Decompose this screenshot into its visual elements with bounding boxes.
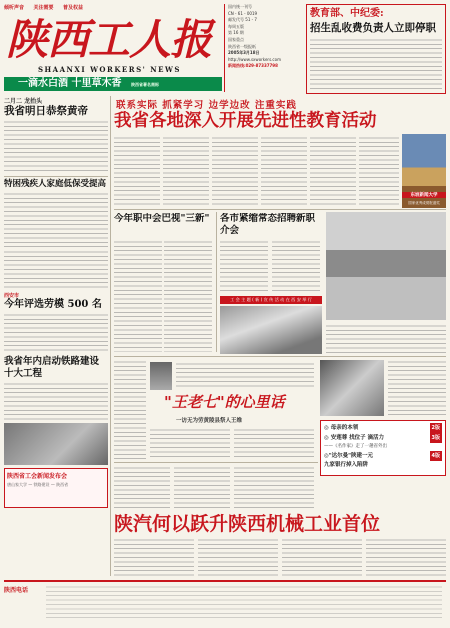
divider	[4, 176, 108, 177]
issue-line-7: 陕西省一级报纸	[228, 43, 256, 49]
slogan-2: 关注需要	[33, 5, 54, 11]
left-article-1	[4, 120, 108, 174]
date-tag: 二月二 龙抬头	[4, 98, 43, 105]
footer-phone: 陕西电话	[4, 587, 29, 593]
bottom-body-7	[366, 538, 446, 576]
center-photo	[220, 306, 322, 354]
lead-body-3	[212, 136, 258, 206]
footer-info	[46, 585, 442, 621]
bottom-body-1	[114, 466, 170, 510]
lower-rule	[114, 462, 318, 463]
teaser-4-page: 4版	[431, 453, 440, 459]
bottom-body-3	[234, 466, 314, 510]
bottom-body-2	[174, 466, 230, 510]
top-slogans	[4, 4, 222, 12]
left-column	[4, 96, 108, 576]
left-sub-tag: 西安市	[4, 293, 20, 299]
left-article-2	[4, 192, 108, 248]
center-body-b1	[220, 240, 268, 294]
title-char-1: 陕	[6, 16, 48, 64]
ad-banner	[4, 77, 222, 91]
lead-body-4	[261, 136, 307, 206]
left-headline-1: 我省明日恭祭黄帝	[4, 105, 88, 117]
bottom-headline: 陕汽何以跃升陕西机械工业首位	[114, 513, 381, 535]
lead-bottom-rule	[114, 209, 446, 210]
footer-bar	[4, 580, 446, 624]
left-ad-title: 陕西省工会新闻发布会	[7, 473, 68, 480]
teaser-3-text: ——《名作家》走了一趟省外出	[324, 444, 387, 449]
left-photo	[4, 423, 108, 465]
issue-website[interactable]: http://www.sxworkers.com	[228, 56, 281, 62]
right-photo-sub: 国家优秀成绩报道奖	[408, 201, 440, 205]
lead-body-5	[310, 136, 356, 206]
right-lower-body	[388, 360, 446, 416]
col-divider-left	[110, 96, 111, 576]
right-top-headline: 招生乱收费负责人立即停职	[310, 22, 436, 34]
teaser-1[interactable]	[324, 423, 442, 433]
issue-info-box	[224, 4, 304, 92]
issue-line-4: 每周五版	[228, 23, 244, 29]
left-headline-2: 特困残疾人家庭低保受提高	[4, 179, 107, 189]
poem-subtitle: 一访无为劳黄陵县祭人王维	[176, 418, 243, 424]
mid-rule	[114, 356, 446, 357]
left-ad-box	[4, 468, 108, 508]
lead-kicker: 联系实际 抓紧学习 边学边改 注重实践	[116, 100, 297, 109]
issue-line-2: CN - 61 - 0019	[228, 10, 258, 16]
lead-headline: 我省各地深入开展先进性教育活动	[114, 111, 377, 131]
masthead	[4, 4, 222, 94]
teaser-5[interactable]	[324, 461, 442, 470]
right-photo-label: 东坡新闻大学	[402, 192, 446, 198]
left-article-2b	[4, 250, 108, 290]
center-body-a1	[114, 240, 162, 352]
right-top-body	[310, 38, 442, 92]
col-divider-center	[216, 212, 217, 352]
ad-banner-sub: 陕西省著名商标	[130, 82, 159, 87]
left-article-3	[4, 313, 108, 353]
right-top-box	[306, 4, 446, 94]
bottom-body-6	[282, 538, 362, 576]
left-headline-3: 今年评选劳模 500 名	[4, 299, 102, 310]
teaser-2[interactable]	[324, 433, 442, 443]
bottom-body-5	[198, 538, 278, 576]
left-headline-4: 我省年内启动铁路建设十大工程	[4, 356, 100, 379]
teaser-3[interactable]	[324, 443, 442, 451]
ad-banner-text: 一滴水白酒 十里草木香	[18, 78, 122, 89]
slogan-1: 倾听声音	[4, 5, 25, 11]
teaser-5-text: 九家银行掉入陷阱	[324, 462, 369, 468]
right-lower-photo	[320, 360, 384, 416]
issue-hotline: 新闻热线:029-87337798	[228, 63, 278, 69]
title-char-2: 西	[47, 16, 89, 64]
issue-date: 2005年3月18日	[228, 50, 260, 56]
teaser-2-text: ◎ 安莲尊 找位子 滴活力	[324, 435, 385, 441]
title-char-3: 工	[88, 16, 130, 64]
lead-body-6	[359, 136, 399, 206]
right-top-title: 教育部、中纪委:	[310, 8, 384, 19]
issue-line-6: 国家重点	[228, 36, 244, 42]
poem-title: "王老七"的心里话	[164, 393, 285, 411]
issue-line-5: 第 16 期	[228, 30, 244, 36]
title-char-4: 人	[129, 16, 171, 64]
poem-portrait	[150, 362, 172, 390]
issue-line-1: 国内统一刊号	[228, 4, 252, 9]
teaser-2-page: 3版	[431, 435, 440, 441]
poem-left-body	[114, 360, 146, 460]
center-body-a2	[164, 240, 212, 352]
teaser-box	[320, 420, 446, 476]
teaser-4[interactable]	[324, 451, 442, 461]
right-mid-photo	[326, 212, 446, 320]
english-title: SHAANXI WORKERS' NEWS	[38, 65, 181, 74]
newspaper-title	[6, 16, 220, 64]
lead-body-1	[114, 136, 160, 206]
lead-body-2	[163, 136, 209, 206]
poem-body-1	[150, 428, 230, 460]
center-caption: 工 会 主 题 ( 新 ) 宣 传 活 动 在 西 安 举 行	[220, 296, 322, 304]
left-ad-sub: 唐山家大学 — 铁路建设 — 陕西省	[7, 482, 69, 487]
right-mid-body	[326, 324, 446, 354]
teaser-1-page: 2版	[431, 425, 440, 431]
teaser-1-text: ◎ 母亲的本领	[324, 425, 359, 431]
poem-body-2	[234, 428, 314, 460]
center-headline-a: 今年职中会巴视"三新"	[114, 213, 210, 224]
bottom-body-4	[114, 538, 194, 576]
left-article-4	[4, 382, 108, 420]
issue-line-3: 邮发代号 51 - 7	[228, 17, 257, 23]
title-char-5: 报	[170, 16, 212, 64]
center-body-b2	[272, 240, 320, 294]
right-photo	[402, 134, 446, 208]
poem-top-body	[176, 362, 314, 390]
center-headline-b: 各市紧缩常态招聘新职介会	[220, 213, 316, 236]
slogan-3: 普及权益	[63, 5, 84, 11]
teaser-4-text: ◎"达尔曼"陕建一元	[324, 453, 374, 459]
